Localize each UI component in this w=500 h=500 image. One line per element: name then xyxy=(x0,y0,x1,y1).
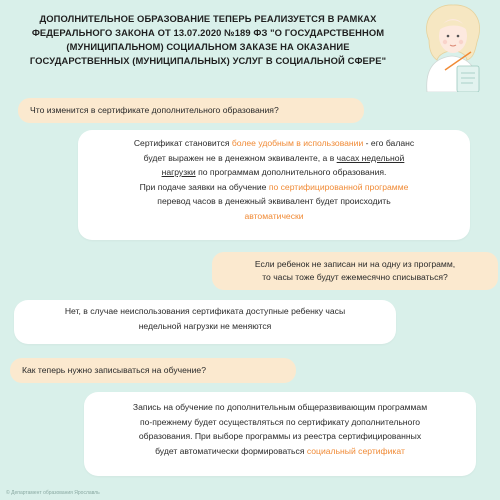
answer-1-text-d: по программам дополнительного образования. xyxy=(195,167,387,177)
answer-3-line-4 xyxy=(84,444,476,459)
answer-3-line-1: Запись на обучение по дополнительным общеразвивающим программам xyxy=(132,402,428,412)
answer-1-highlight-convenient: более удобным в использовании xyxy=(231,138,364,148)
question-bubble-3 xyxy=(10,358,296,383)
answer-1-line-4 xyxy=(78,180,470,195)
title-line-1: ДОПОЛНИТЕЛЬНОЕ ОБРАЗОВАНИЕ ТЕПЕРЬ РЕАЛИЗУЕТСЯ В РАМКАХ xyxy=(39,13,377,24)
answer-1-highlight-auto: автоматически xyxy=(244,210,304,221)
answer-3-line-2: по-прежнему будет осуществляться по сертификату дополнительного xyxy=(139,416,421,427)
answer-3-line-3: образования. При выборе программы из реестра сертифицированных xyxy=(138,431,422,441)
answer-1-line-2 xyxy=(78,151,470,166)
answer-1-highlight-certified: по сертифицированной программе xyxy=(268,181,409,192)
answer-2-line-1: Нет, в случае неиспользования сертификата доступные ребенку часы xyxy=(64,306,346,316)
page-title xyxy=(8,12,408,68)
answer-3-highlight-certificate: социальный сертификат xyxy=(306,445,405,456)
question-2-line-2: то часы тоже будут ежемесячно списываться? xyxy=(262,272,448,282)
answer-bubble-2 xyxy=(14,300,396,344)
answer-3-text-a: будет автоматически формироваться xyxy=(155,445,307,456)
answer-1-text-b: - его баланс xyxy=(363,138,415,148)
answer-bubble-1 xyxy=(78,130,470,240)
answer-2-line-2: недельной нагрузки не меняются xyxy=(138,320,272,331)
footer-credit: © Департамент образования Ярославль xyxy=(6,490,100,496)
question-2-line-1: Если ребенок не записан ни на одну из программ, xyxy=(254,259,456,269)
answer-1-underline-hours: часах недельной xyxy=(336,152,405,163)
question-3-text: Как теперь нужно записываться на обучение? xyxy=(22,365,206,375)
title-line-3: (МУНИЦИПАЛЬНОМ) СОЦИАЛЬНОМ ЗАКАЗЕ НА ОКАЗАНИЕ xyxy=(66,41,350,52)
answer-1-line-6 xyxy=(78,209,470,224)
answer-1-underline-load: нагрузки xyxy=(161,167,196,177)
question-bubble-2 xyxy=(212,252,498,290)
woman-with-clipboard-icon xyxy=(405,0,500,92)
title-line-4: ГОСУДАРСТВЕННЫХ (МУНИЦИПАЛЬНЫХ) УСЛУГ В СОЦИАЛЬНОЙ СФЕРЕ" xyxy=(29,55,387,66)
answer-1-line-5: перевод часов в денежный эквивалент будет происходить xyxy=(157,196,391,206)
answer-1-line-1 xyxy=(78,136,470,151)
answer-1-text-c: будет выражен не в денежном эквиваленте, а в xyxy=(143,152,337,163)
answer-bubble-3 xyxy=(84,392,476,476)
answer-1-line-3 xyxy=(78,165,470,180)
question-1-text: Что изменится в сертификате дополнительного образования? xyxy=(30,105,279,115)
answer-1-text-a: Сертификат становится xyxy=(133,138,232,148)
question-bubble-1 xyxy=(18,98,364,123)
answer-1-text-e: При подаче заявки на обучение xyxy=(139,181,269,192)
title-line-2: ФЕДЕРАЛЬНОГО ЗАКОНА ОТ 13.07.2020 №189 ФЗ "О ГОСУДАРСТВЕННОМ xyxy=(31,27,385,38)
